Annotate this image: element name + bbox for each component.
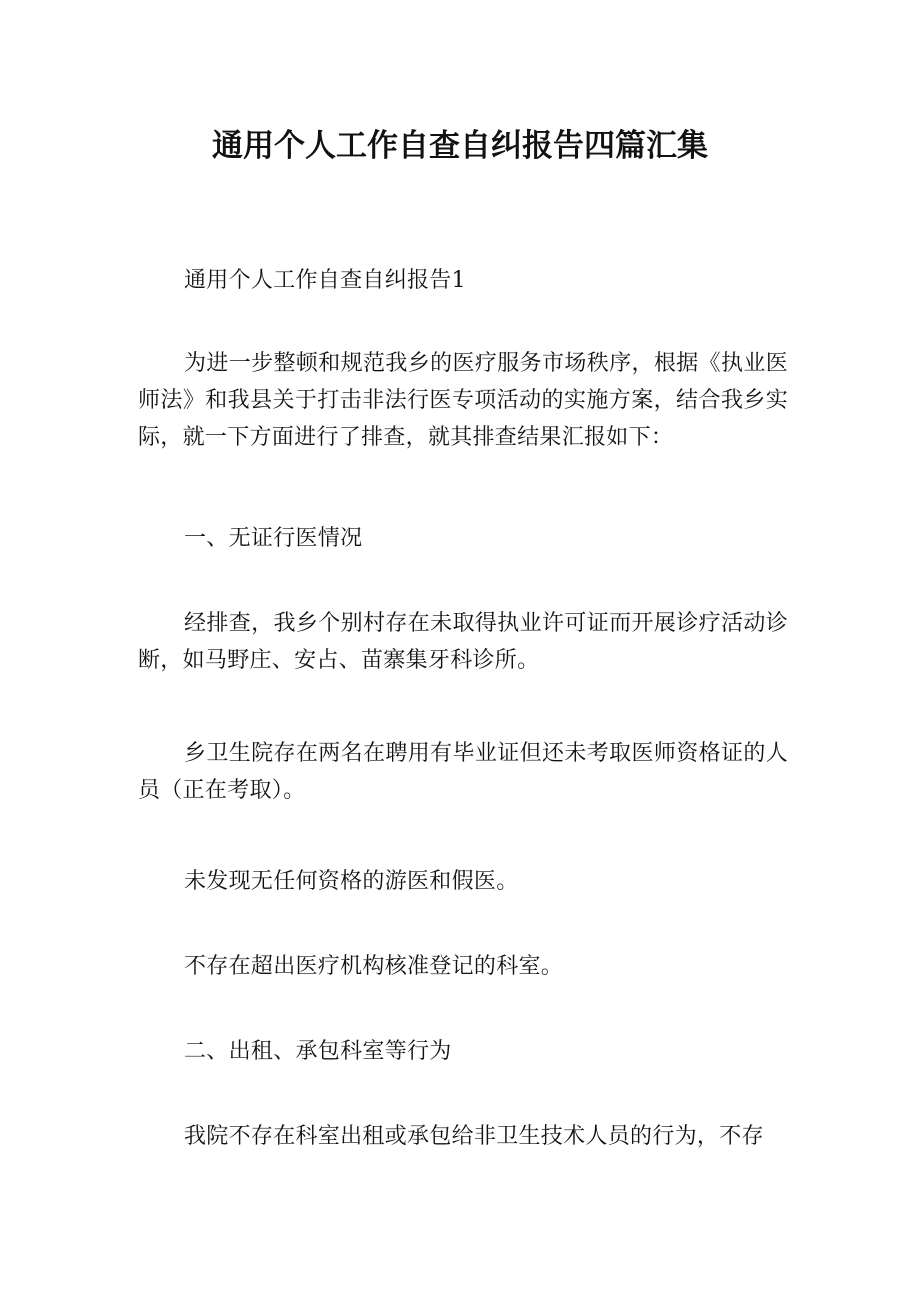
document-title: 通用个人工作自查自纠报告四篇汇集 (212, 128, 708, 164)
section-heading-unlicensed: 一、无证行医情况 (184, 526, 363, 551)
paragraph-no-quacks: 未发现无任何资格的游医和假医。 (184, 869, 519, 894)
paragraph-investigation: 经排查，我乡个别村存在未取得执业许可证而开展诊疗活动诊断，如马野庄、安占、苗寨集牙科诊所。 (138, 611, 788, 673)
subtitle-report-1: 通用个人工作自查自纠报告1 (184, 268, 466, 293)
paragraph-no-excess-departments: 不存在超出医疗机构核准登记的科室。 (184, 954, 564, 979)
paragraph-intro: 为进一步整顿和规范我乡的医疗服务市场秩序，根据《执业医师法》和我县关于打击非法行医专项活动的实施方案，结合我乡实际，就一下方面进行了排查，就其排查结果汇报如下： (138, 351, 788, 450)
paragraph-no-leasing: 我院不存在科室出租或承包给非卫生技术人员的行为，不存 (184, 1124, 764, 1149)
section-heading-leasing: 二、出租、承包科室等行为 (184, 1039, 452, 1064)
paragraph-township-hospital: 乡卫生院存在两名在聘用有毕业证但还未考取医师资格证的人员（正在考取）。 (138, 741, 788, 803)
